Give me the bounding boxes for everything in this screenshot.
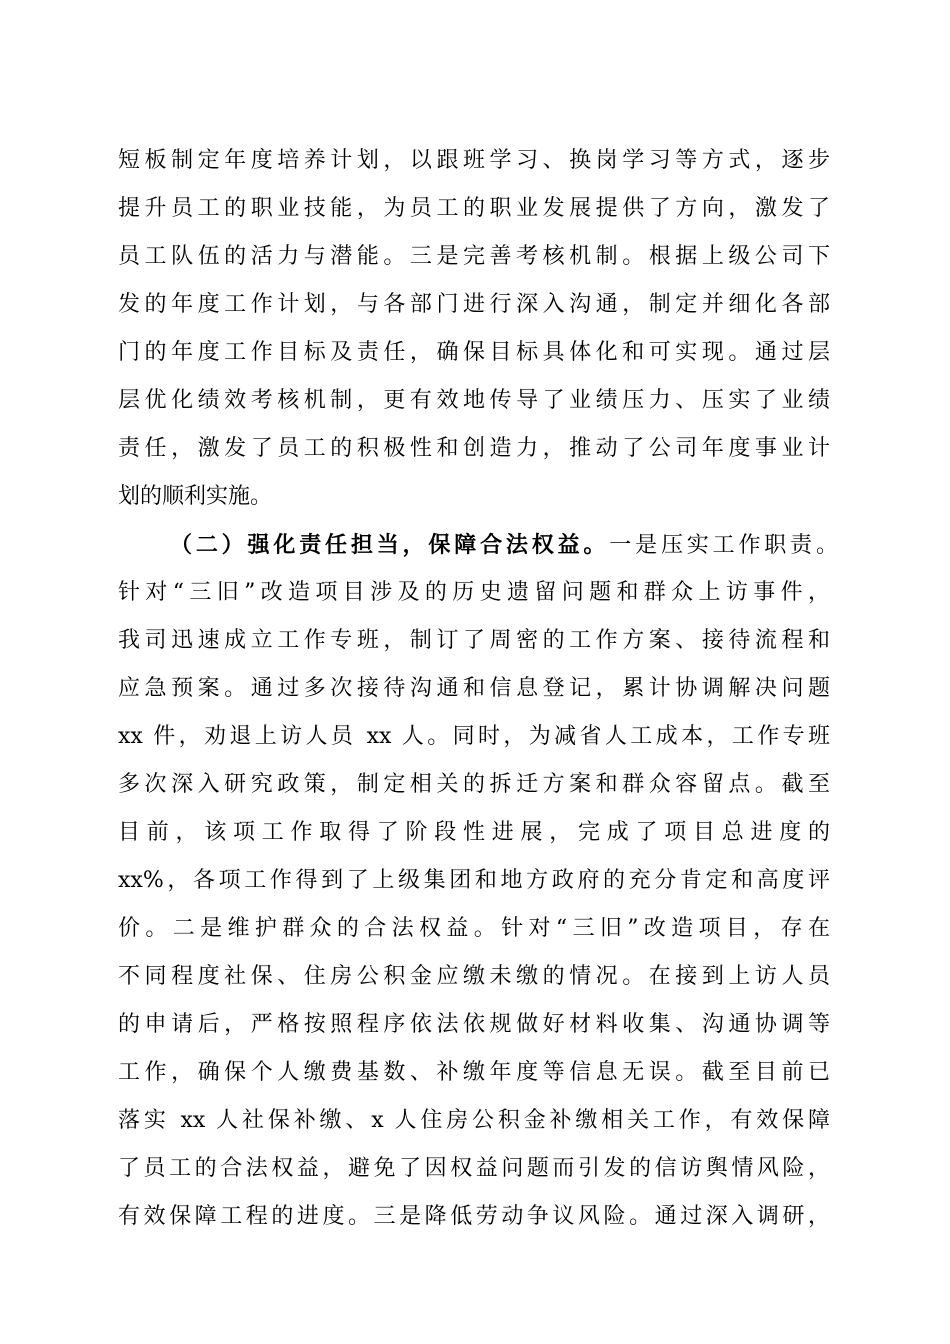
paragraph-line: 落实 xx 人社保补缴、x 人住房公积金补缴相关工作，有效保障 — [118, 1108, 830, 1133]
paragraph-line: 的申请后，严格按照程序依法依规做好材料收集、沟通协调等 — [118, 1012, 830, 1037]
paragraph-line: 责任，激发了员工的积极性和创造力，推动了公司年度事业计 — [118, 436, 830, 461]
section-heading-line — [170, 530, 838, 560]
paragraph-line: 门的年度工作目标及责任，确保目标具体化和可实现。通过层 — [118, 340, 830, 365]
paragraph-line: xx 件，劝退上访人员 xx 人。同时，为减省人工成本，工作专班 — [118, 724, 830, 749]
paragraph-line: 针对“三旧”改造项目涉及的历史遗留问题和群众上访事件， — [118, 580, 830, 605]
paragraph-line: 员工队伍的活力与潜能。三是完善考核机制。根据上级公司下 — [118, 244, 830, 269]
section-heading: （二）强化责任担当，保障合法权益。 — [170, 532, 610, 558]
paragraph-line: xx%，各项工作得到了上级集团和地方政府的充分肯定和高度评 — [118, 868, 830, 893]
paragraph-line: 提升员工的职业技能，为员工的职业发展提供了方向，激发了 — [118, 196, 830, 221]
paragraph-line: 层优化绩效考核机制，更有效地传导了业绩压力、压实了业绩 — [118, 388, 830, 413]
section-first-sentence: 一是压实工作职责。 — [609, 533, 838, 558]
paragraph-line: 了员工的合法权益，避免了因权益问题而引发的信访舆情风险， — [118, 1156, 830, 1181]
paragraph-line: 我司迅速成立工作专班，制订了周密的工作方案、接待流程和 — [118, 628, 830, 653]
paragraph-line: 有效保障工程的进度。三是降低劳动争议风险。通过深入调研， — [118, 1204, 830, 1229]
paragraph-line: 多次深入研究政策，制定相关的拆迁方案和群众容留点。截至 — [118, 772, 830, 797]
paragraph-line: 划的顺利实施。 — [118, 484, 273, 509]
paragraph-line: 应急预案。通过多次接待沟通和信息登记，累计协调解决问题 — [118, 676, 830, 701]
paragraph-line: 短板制定年度培养计划，以跟班学习、换岗学习等方式，逐步 — [118, 148, 830, 173]
paragraph-line: 目前，该项工作取得了阶段性进展，完成了项目总进度的 — [118, 820, 830, 845]
paragraph-line: 发的年度工作计划，与各部门进行深入沟通，制定并细化各部 — [118, 292, 830, 317]
paragraph-line: 工作，确保个人缴费基数、补缴年度等信息无误。截至目前已 — [118, 1060, 830, 1085]
paragraph-line: 不同程度社保、住房公积金应缴未缴的情况。在接到上访人员 — [118, 964, 830, 989]
paragraph-line: 价。二是维护群众的合法权益。针对“三旧”改造项目，存在 — [118, 916, 830, 941]
